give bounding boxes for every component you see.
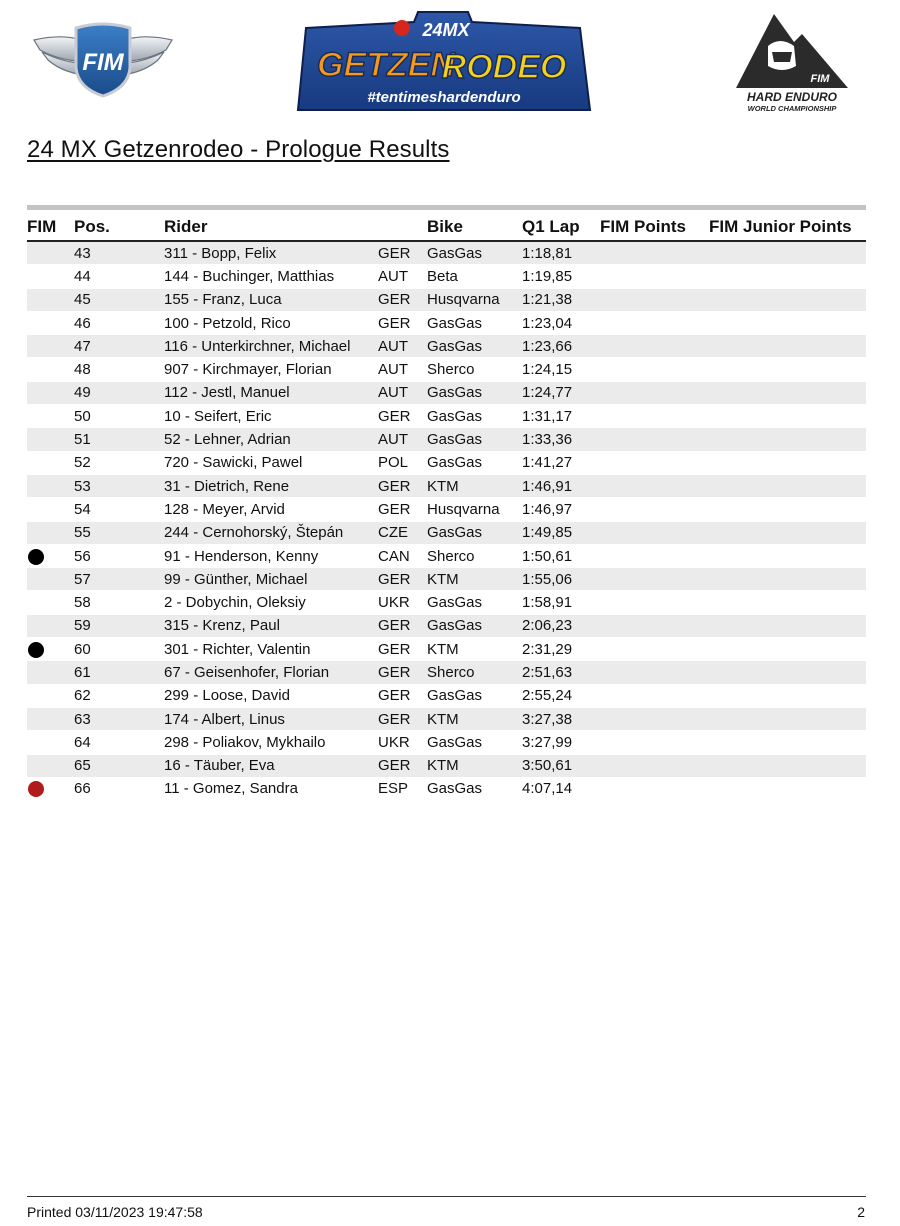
fim-junior-points-cell <box>709 591 866 614</box>
rider-cell: 299 - Loose, David <box>164 684 378 707</box>
fim-junior-points-cell <box>709 381 866 404</box>
fim-junior-points-cell <box>709 568 866 591</box>
position-cell: 64 <box>74 731 164 754</box>
fim-junior-points-cell <box>709 358 866 381</box>
header-divider <box>27 205 866 210</box>
hard-enduro-line2: WORLD CHAMPIONSHIP <box>747 104 837 112</box>
rider-cell: 11 - Gomez, Sandra <box>164 777 378 800</box>
fim-cell <box>27 614 74 637</box>
fim-points-cell <box>600 451 709 474</box>
nation-cell: AUT <box>378 265 427 288</box>
nation-cell: UKR <box>378 731 427 754</box>
fim-junior-points-cell <box>709 614 866 637</box>
position-cell: 48 <box>74 358 164 381</box>
bike-cell: GasGas <box>427 405 522 428</box>
bike-cell: Beta <box>427 265 522 288</box>
bike-cell: GasGas <box>427 731 522 754</box>
nation-cell: GER <box>378 754 427 777</box>
position-cell: 56 <box>74 544 164 567</box>
q1-lap-cell: 1:31,17 <box>522 405 600 428</box>
fim-points-cell <box>600 311 709 334</box>
results-table <box>27 213 866 801</box>
position-cell: 50 <box>74 405 164 428</box>
event-line1: GETZEN <box>317 46 455 84</box>
fim-cell <box>27 358 74 381</box>
rider-cell: 112 - Jestl, Manuel <box>164 381 378 404</box>
rider-cell: 91 - Henderson, Kenny <box>164 544 378 567</box>
nation-cell: GER <box>378 311 427 334</box>
printed-timestamp: Printed 03/11/2023 19:47:58 <box>27 1204 203 1220</box>
position-cell: 66 <box>74 777 164 800</box>
hard-enduro-badge: FIM <box>810 73 830 85</box>
nation-cell: GER <box>378 684 427 707</box>
fim-junior-points-cell <box>709 311 866 334</box>
table-row <box>27 521 866 544</box>
rider-cell: 99 - Günther, Michael <box>164 568 378 591</box>
table-row <box>27 638 866 661</box>
bike-cell: GasGas <box>427 311 522 334</box>
bike-cell: Husqvarna <box>427 288 522 311</box>
q1-lap-cell: 1:18,81 <box>522 241 600 265</box>
nation-cell: GER <box>378 568 427 591</box>
rider-cell: 144 - Buchinger, Matthias <box>164 265 378 288</box>
fim-junior-points-cell <box>709 684 866 707</box>
col-header-fim-points: FIM Points <box>600 213 709 241</box>
nation-cell: UKR <box>378 591 427 614</box>
fim-marker-dot <box>28 549 44 565</box>
nation-cell: GER <box>378 638 427 661</box>
position-cell: 59 <box>74 614 164 637</box>
table-row <box>27 661 866 684</box>
bike-cell: GasGas <box>427 335 522 358</box>
fim-points-cell <box>600 614 709 637</box>
table-row <box>27 591 866 614</box>
fim-junior-points-cell <box>709 638 866 661</box>
table-row <box>27 381 866 404</box>
fim-points-cell <box>600 754 709 777</box>
table-row <box>27 428 866 451</box>
rider-cell: 298 - Poliakov, Mykhailo <box>164 731 378 754</box>
nation-cell: GER <box>378 288 427 311</box>
table-row <box>27 614 866 637</box>
fim-points-cell <box>600 265 709 288</box>
bike-cell: Husqvarna <box>427 498 522 521</box>
footer-divider <box>27 1196 866 1197</box>
position-cell: 60 <box>74 638 164 661</box>
fim-points-cell <box>600 405 709 428</box>
fim-junior-points-cell <box>709 474 866 497</box>
rider-cell: 907 - Kirchmayer, Florian <box>164 358 378 381</box>
position-cell: 54 <box>74 498 164 521</box>
q1-lap-cell: 2:51,63 <box>522 661 600 684</box>
col-header-rider: Rider <box>164 213 378 241</box>
fim-cell <box>27 311 74 334</box>
bike-cell: KTM <box>427 638 522 661</box>
q1-lap-cell: 1:46,91 <box>522 474 600 497</box>
fim-points-cell <box>600 381 709 404</box>
fim-points-cell <box>600 498 709 521</box>
fim-cell <box>27 684 74 707</box>
hard-enduro-logo <box>734 12 850 112</box>
position-cell: 62 <box>74 684 164 707</box>
rider-cell: 52 - Lehner, Adrian <box>164 428 378 451</box>
event-brand: 24MX <box>422 20 470 40</box>
position-cell: 45 <box>74 288 164 311</box>
fim-cell <box>27 661 74 684</box>
q1-lap-cell: 1:49,85 <box>522 521 600 544</box>
fim-junior-points-cell <box>709 335 866 358</box>
table-row <box>27 358 866 381</box>
fim-cell <box>27 568 74 591</box>
page-number: 2 <box>857 1204 865 1220</box>
fim-cell <box>27 335 74 358</box>
rider-cell: 244 - Cernohorský, Štepán <box>164 521 378 544</box>
nation-cell: GER <box>378 661 427 684</box>
position-cell: 51 <box>74 428 164 451</box>
position-cell: 49 <box>74 381 164 404</box>
bike-cell: KTM <box>427 474 522 497</box>
fim-junior-points-cell <box>709 521 866 544</box>
table-row <box>27 498 866 521</box>
position-cell: 46 <box>74 311 164 334</box>
nation-cell: AUT <box>378 335 427 358</box>
q1-lap-cell: 1:24,15 <box>522 358 600 381</box>
fim-cell <box>27 754 74 777</box>
bike-cell: KTM <box>427 707 522 730</box>
q1-lap-cell: 1:23,66 <box>522 335 600 358</box>
fim-junior-points-cell <box>709 265 866 288</box>
rider-cell: 2 - Dobychin, Oleksiy <box>164 591 378 614</box>
col-header-pos: Pos. <box>74 213 164 241</box>
table-row <box>27 405 866 428</box>
rider-cell: 16 - Täuber, Eva <box>164 754 378 777</box>
nation-cell: POL <box>378 451 427 474</box>
fim-junior-points-cell <box>709 288 866 311</box>
position-cell: 43 <box>74 241 164 265</box>
nation-cell: GER <box>378 405 427 428</box>
fim-points-cell <box>600 731 709 754</box>
table-row <box>27 684 866 707</box>
nation-cell: GER <box>378 241 427 265</box>
position-cell: 47 <box>74 335 164 358</box>
fim-cell <box>27 521 74 544</box>
q1-lap-cell: 1:58,91 <box>522 591 600 614</box>
q1-lap-cell: 1:24,77 <box>522 381 600 404</box>
col-header-bike: Bike <box>427 213 522 241</box>
fim-points-cell <box>600 474 709 497</box>
hard-enduro-line1: HARD ENDURO <box>747 90 837 104</box>
rider-cell: 301 - Richter, Valentin <box>164 638 378 661</box>
q1-lap-cell: 3:27,99 <box>522 731 600 754</box>
position-cell: 55 <box>74 521 164 544</box>
q1-lap-cell: 2:06,23 <box>522 614 600 637</box>
table-row <box>27 241 866 265</box>
fim-junior-points-cell <box>709 451 866 474</box>
fim-cell <box>27 451 74 474</box>
fim-cell <box>27 381 74 404</box>
fim-points-cell <box>600 358 709 381</box>
fim-points-cell <box>600 544 709 567</box>
nation-cell: GER <box>378 498 427 521</box>
bike-cell: GasGas <box>427 381 522 404</box>
q1-lap-cell: 4:07,14 <box>522 777 600 800</box>
fim-cell <box>27 731 74 754</box>
rider-cell: 311 - Bopp, Felix <box>164 241 378 265</box>
q1-lap-cell: 1:50,61 <box>522 544 600 567</box>
table-row <box>27 288 866 311</box>
rider-cell: 128 - Meyer, Arvid <box>164 498 378 521</box>
fim-junior-points-cell <box>709 707 866 730</box>
position-cell: 58 <box>74 591 164 614</box>
table-row <box>27 707 866 730</box>
fim-cell <box>27 707 74 730</box>
bike-cell: GasGas <box>427 241 522 265</box>
fim-marker-dot <box>28 642 44 658</box>
fim-cell <box>27 265 74 288</box>
q1-lap-cell: 3:50,61 <box>522 754 600 777</box>
fim-junior-points-cell <box>709 498 866 521</box>
bike-cell: GasGas <box>427 684 522 707</box>
q1-lap-cell: 1:23,04 <box>522 311 600 334</box>
page-title: 24 MX Getzenrodeo - Prologue Results <box>27 136 450 163</box>
fim-points-cell <box>600 428 709 451</box>
table-row <box>27 544 866 567</box>
table-row <box>27 777 866 800</box>
q1-lap-cell: 1:41,27 <box>522 451 600 474</box>
fim-cell <box>27 638 74 661</box>
bike-cell: GasGas <box>427 777 522 800</box>
fim-junior-points-cell <box>709 731 866 754</box>
nation-cell: GER <box>378 614 427 637</box>
position-cell: 52 <box>74 451 164 474</box>
fim-junior-points-cell <box>709 405 866 428</box>
nation-cell: CAN <box>378 544 427 567</box>
fim-points-cell <box>600 777 709 800</box>
nation-cell: GER <box>378 474 427 497</box>
col-header-fim: FIM <box>27 213 74 241</box>
rider-cell: 67 - Geisenhofer, Florian <box>164 661 378 684</box>
table-row <box>27 731 866 754</box>
fim-marker-dot <box>28 781 44 797</box>
bike-cell: GasGas <box>427 451 522 474</box>
q1-lap-cell: 1:55,06 <box>522 568 600 591</box>
fim-points-cell <box>600 335 709 358</box>
nation-cell: AUT <box>378 428 427 451</box>
rider-cell: 155 - Franz, Luca <box>164 288 378 311</box>
fim-points-cell <box>600 521 709 544</box>
fim-points-cell <box>600 568 709 591</box>
rider-cell: 100 - Petzold, Rico <box>164 311 378 334</box>
event-line2: RODEO <box>441 48 567 86</box>
bike-cell: GasGas <box>427 614 522 637</box>
bike-cell: Sherco <box>427 661 522 684</box>
rider-cell: 174 - Albert, Linus <box>164 707 378 730</box>
fim-junior-points-cell <box>709 544 866 567</box>
bike-cell: KTM <box>427 568 522 591</box>
position-cell: 63 <box>74 707 164 730</box>
fim-points-cell <box>600 684 709 707</box>
bike-cell: KTM <box>427 754 522 777</box>
nation-cell: AUT <box>378 381 427 404</box>
fim-junior-points-cell <box>709 777 866 800</box>
fim-cell <box>27 405 74 428</box>
position-cell: 44 <box>74 265 164 288</box>
q1-lap-cell: 1:21,38 <box>522 288 600 311</box>
fim-cell <box>27 777 74 800</box>
event-hashtag: #tentimeshardenduro <box>367 89 521 106</box>
fim-cell <box>27 241 74 265</box>
fim-points-cell <box>600 288 709 311</box>
fim-logo <box>32 22 174 98</box>
bike-cell: Sherco <box>427 544 522 567</box>
table-row <box>27 335 866 358</box>
nation-cell: AUT <box>378 358 427 381</box>
fim-points-cell <box>600 638 709 661</box>
q1-lap-cell: 1:46,97 <box>522 498 600 521</box>
bike-cell: Sherco <box>427 358 522 381</box>
rider-cell: 720 - Sawicki, Pawel <box>164 451 378 474</box>
col-header-nation <box>378 213 427 241</box>
table-row <box>27 265 866 288</box>
position-cell: 57 <box>74 568 164 591</box>
fim-cell <box>27 591 74 614</box>
col-header-q1-lap: Q1 Lap <box>522 213 600 241</box>
col-header-fim-junior-points: FIM Junior Points <box>709 213 866 241</box>
q1-lap-cell: 1:19,85 <box>522 265 600 288</box>
bike-cell: GasGas <box>427 591 522 614</box>
table-row <box>27 568 866 591</box>
fim-cell <box>27 474 74 497</box>
q1-lap-cell: 2:55,24 <box>522 684 600 707</box>
fim-cell <box>27 428 74 451</box>
fim-junior-points-cell <box>709 661 866 684</box>
table-row <box>27 311 866 334</box>
fim-junior-points-cell <box>709 754 866 777</box>
results-body <box>27 241 866 801</box>
nation-cell: ESP <box>378 777 427 800</box>
position-cell: 65 <box>74 754 164 777</box>
fim-cell <box>27 544 74 567</box>
fim-points-cell <box>600 661 709 684</box>
q1-lap-cell: 1:33,36 <box>522 428 600 451</box>
table-row <box>27 451 866 474</box>
nation-cell: GER <box>378 707 427 730</box>
table-row <box>27 474 866 497</box>
rider-cell: 116 - Unterkirchner, Michael <box>164 335 378 358</box>
nation-cell: CZE <box>378 521 427 544</box>
fim-points-cell <box>600 591 709 614</box>
table-header-row <box>27 213 866 241</box>
fim-cell <box>27 288 74 311</box>
bike-cell: GasGas <box>427 428 522 451</box>
fim-cell <box>27 498 74 521</box>
fim-junior-points-cell <box>709 428 866 451</box>
fim-points-cell <box>600 707 709 730</box>
fim-logo-text: FIM <box>82 49 124 76</box>
rider-cell: 315 - Krenz, Paul <box>164 614 378 637</box>
position-cell: 53 <box>74 474 164 497</box>
table-row <box>27 754 866 777</box>
q1-lap-cell: 3:27,38 <box>522 707 600 730</box>
fim-junior-points-cell <box>709 241 866 265</box>
getzenrodeo-logo <box>296 6 592 111</box>
bike-cell: GasGas <box>427 521 522 544</box>
rider-cell: 31 - Dietrich, Rene <box>164 474 378 497</box>
q1-lap-cell: 2:31,29 <box>522 638 600 661</box>
fim-points-cell <box>600 241 709 265</box>
position-cell: 61 <box>74 661 164 684</box>
rider-cell: 10 - Seifert, Eric <box>164 405 378 428</box>
